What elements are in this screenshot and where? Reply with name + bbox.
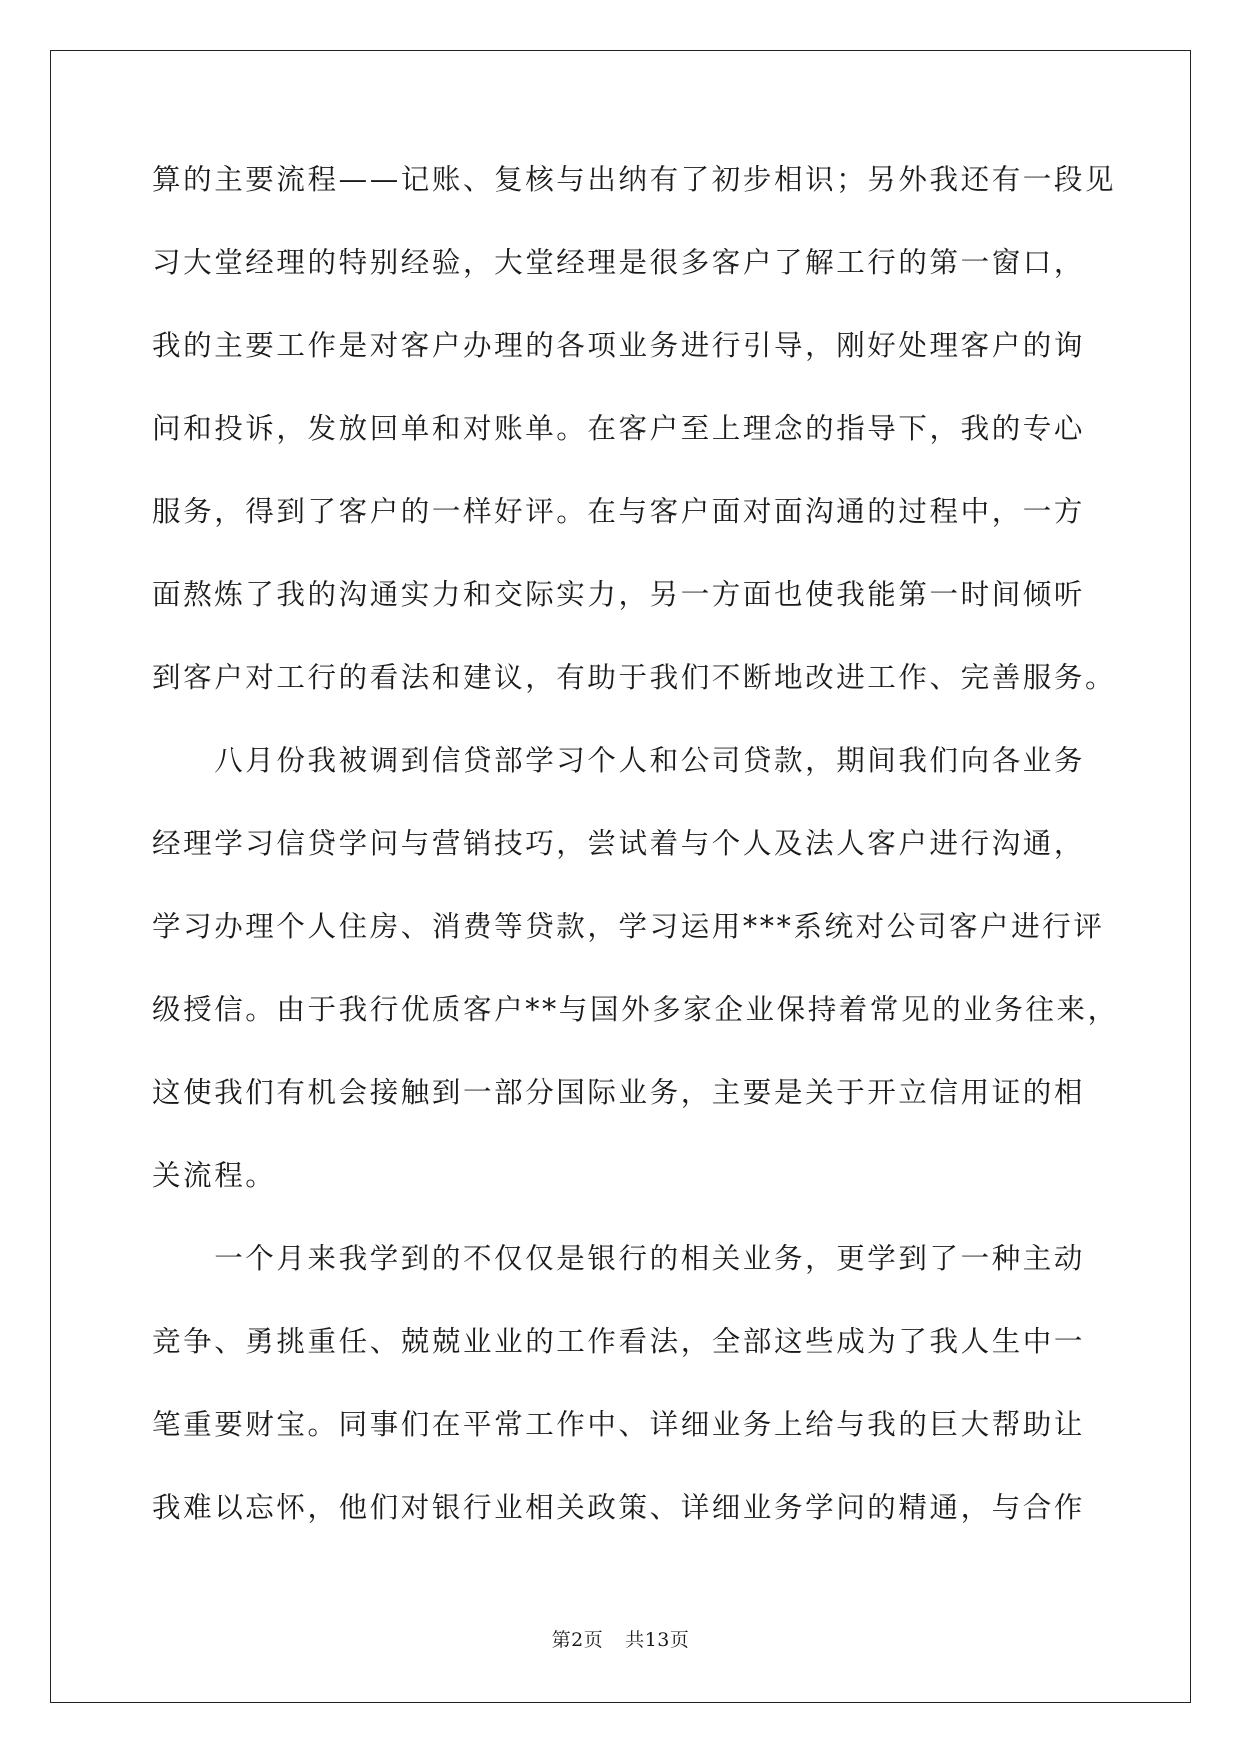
- text-line: 经理学习信贷学问与营销技巧，尝试着与个人及法人客户进行沟通，: [152, 827, 1086, 860]
- text-line: 一个月来我学到的不仅仅是银行的相关业务，更学到了一种主动: [152, 1242, 1086, 1275]
- page-total: 共13页: [625, 1629, 690, 1651]
- text-line: 我的主要工作是对客户办理的各项业务进行引导，刚好处理客户的询: [152, 329, 1086, 362]
- text-line: 学习办理个人住房、消费等贷款，学习运用***系统对公司客户进行评: [152, 910, 1105, 943]
- text-line: 这使我们有机会接触到一部分国际业务，主要是关于开立信用证的相: [152, 1076, 1086, 1109]
- text-line: 竞争、勇挑重任、兢兢业业的工作看法，全部这些成为了我人生中一: [152, 1325, 1086, 1358]
- text-line: 习大堂经理的特别经验，大堂经理是很多客户了解工行的第一窗口，: [152, 246, 1086, 279]
- text-line: 关流程。: [152, 1159, 277, 1192]
- text-line: 问和投诉，发放回单和对账单。在客户至上理念的指导下，我的专心: [152, 412, 1086, 445]
- text-line: 级授信。由于我行优质客户**与国外多家企业保持着常见的业务往来，: [152, 993, 1119, 1026]
- text-line: 算的主要流程——记账、复核与出纳有了初步相识；另外我还有一段见: [152, 163, 1117, 196]
- page-footer: [0, 1625, 1241, 1652]
- text-line: 笔重要财宝。同事们在平常工作中、详细业务上给与我的巨大帮助让: [152, 1408, 1086, 1441]
- page-number: 第2页: [551, 1629, 604, 1651]
- text-line: 到客户对工行的看法和建议，有助于我们不断地改进工作、完善服务。: [152, 661, 1117, 694]
- text-line: 面熬炼了我的沟通实力和交际实力，另一方面也使我能第一时间倾听: [152, 578, 1086, 611]
- text-line: 服务，得到了客户的一样好评。在与客户面对面沟通的过程中，一方: [152, 495, 1086, 528]
- text-line: 八月份我被调到信贷部学习个人和公司贷款，期间我们向各业务: [152, 744, 1086, 777]
- document-body: [152, 160, 1119, 1571]
- text-line: 我难以忘怀，他们对银行业相关政策、详细业务学问的精通，与合作: [152, 1491, 1086, 1524]
